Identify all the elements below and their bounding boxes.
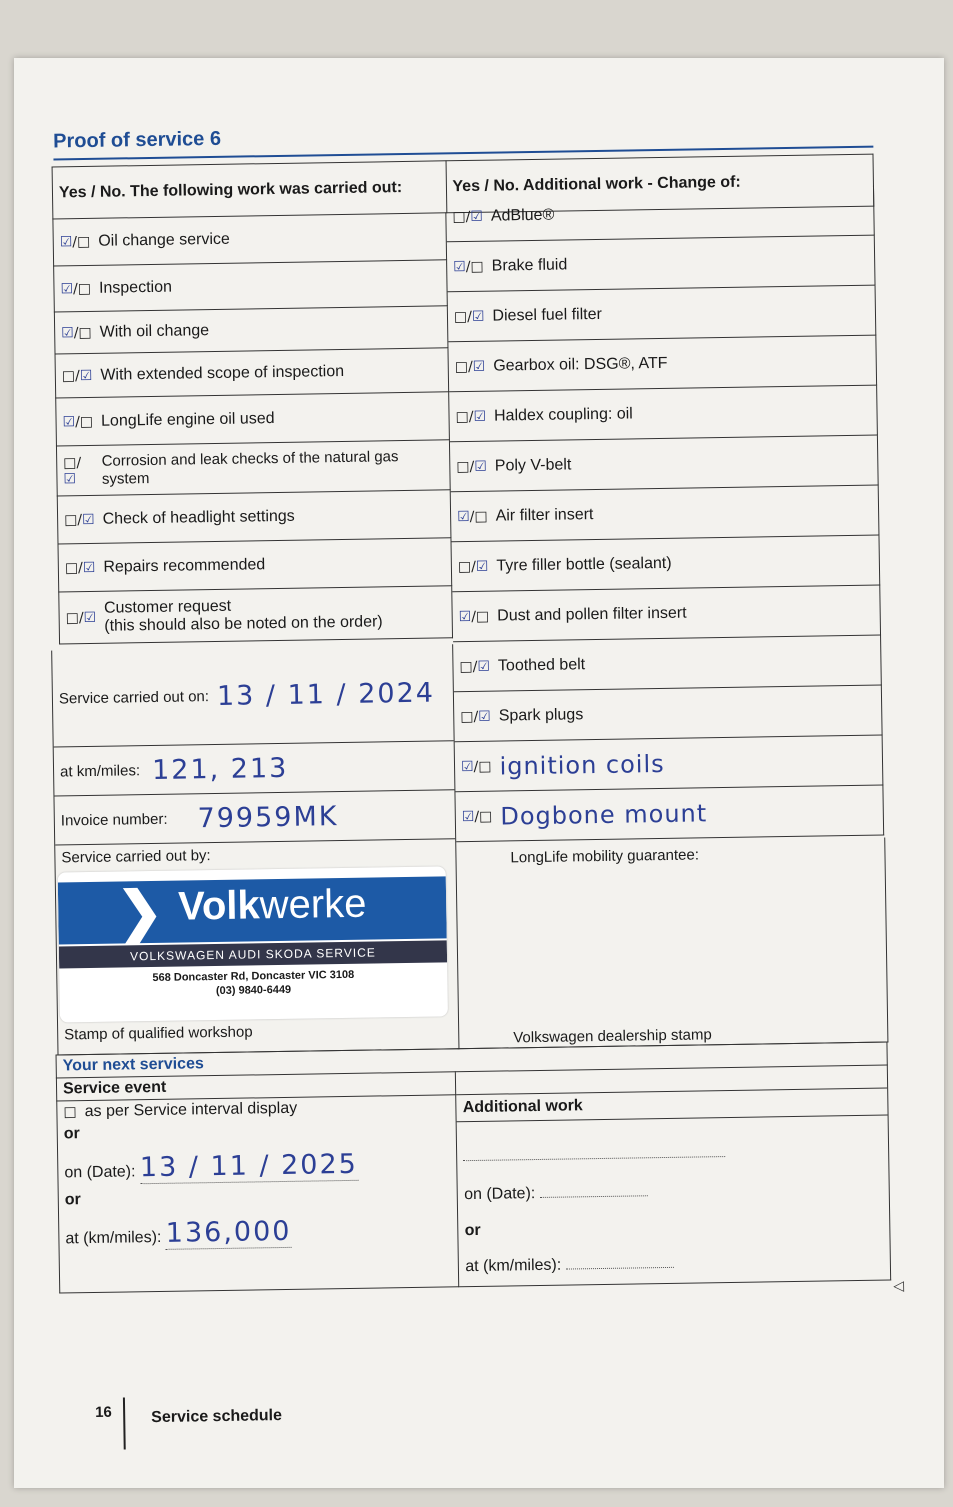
left-row: [52, 212, 447, 266]
checkbox-icon: □: [452, 208, 466, 225]
right-row: [451, 486, 880, 543]
yes-no-checkbox[interactable]: [461, 758, 492, 774]
checkmark-icon: ☑: [62, 413, 76, 430]
right-row: [448, 286, 877, 343]
left-label: With extended scope of inspection: [100, 362, 345, 384]
checkbox-icon: □: [77, 280, 92, 297]
yes-no-checkbox[interactable]: [462, 808, 493, 824]
right-label: Brake fluid: [491, 255, 568, 275]
checkbox-separator: /: [467, 358, 473, 375]
checkmark-icon: ☑: [471, 308, 485, 325]
additional-line: [457, 1115, 888, 1166]
right-row: [447, 236, 876, 293]
event-cell: [57, 1095, 459, 1293]
dotted-line: [566, 1255, 674, 1270]
left-label: Oil change service: [98, 230, 230, 250]
right-header: Yes / No. Additional work - Change of:: [446, 154, 874, 213]
or-2: or: [64, 1191, 81, 1209]
stamp-phone: (03) 9840-6449: [215, 983, 292, 998]
left-label-wrap: [104, 595, 383, 635]
add-date-label: on (Date):: [464, 1185, 536, 1204]
yes-no-checkbox[interactable]: [62, 367, 93, 383]
left-row: [58, 538, 453, 592]
next-date-row: [64, 1147, 451, 1185]
checkbox-icon: □: [63, 454, 77, 471]
checkbox-separator: /: [72, 280, 78, 297]
yes-no-checkbox[interactable]: [61, 324, 92, 340]
checkmark-icon: ☑: [60, 280, 74, 297]
page-title: Proof of service 6: [53, 127, 222, 153]
checkbox-icon[interactable]: □: [63, 1104, 77, 1121]
checkbox-separator: /: [465, 208, 471, 225]
carried-out-by-label: Service carried out by:: [61, 847, 211, 867]
footer-divider: [123, 1398, 126, 1450]
checkmark-icon: ☑: [61, 324, 74, 341]
yes-no-checkbox[interactable]: [460, 708, 491, 724]
checkmark-icon: ☑: [477, 658, 491, 675]
stamp-brand: [178, 882, 367, 930]
right-row: [452, 586, 881, 643]
yes-no-checkbox[interactable]: [458, 558, 489, 574]
right-row: [452, 536, 881, 593]
or-1: or: [63, 1125, 80, 1143]
checkbox-icon: □: [457, 558, 472, 575]
right-row: [455, 786, 884, 843]
or-3: or: [464, 1221, 481, 1240]
left-label-note: (this should also be noted on the order): [104, 612, 383, 635]
yes-no-checkbox[interactable]: [454, 308, 485, 324]
service-date-value: 13 / 11 / 2024: [216, 677, 436, 712]
checkmark-icon: ☑: [63, 470, 77, 487]
right-label: Dogbone mount: [500, 798, 708, 831]
checkbox-icon: □: [460, 708, 474, 725]
stamp-label: Stamp of qualified workshop: [64, 1023, 253, 1044]
left-label: With oil change: [99, 321, 210, 341]
right-label: Diesel fuel filter: [492, 305, 602, 325]
yes-no-checkbox[interactable]: [60, 280, 91, 296]
yes-no-checkbox[interactable]: [455, 358, 486, 374]
checkbox-separator: /: [467, 308, 473, 325]
checkbox-separator: /: [77, 559, 83, 576]
checkbox-icon: □: [76, 233, 91, 250]
page-number: 16: [95, 1403, 112, 1421]
invoice-value: 79959MK: [197, 800, 339, 834]
right-label: Air filter insert: [495, 505, 594, 525]
checkbox-separator: /: [465, 258, 471, 275]
checkbox-icon: □: [455, 408, 469, 425]
yes-no-checkbox[interactable]: [63, 454, 94, 486]
event-heading: Service event: [56, 1072, 456, 1101]
checkbox-separator: /: [474, 808, 480, 825]
checkbox-icon: □: [63, 511, 78, 528]
checkbox-icon: □: [478, 808, 493, 825]
dealer-block: [454, 837, 888, 1049]
checkbox-separator: /: [75, 413, 80, 430]
right-row: [455, 736, 884, 793]
right-label: Toothed belt: [497, 655, 586, 675]
right-row: [449, 386, 878, 443]
left-label: Repairs recommended: [103, 555, 266, 576]
yes-no-checkbox[interactable]: [457, 508, 488, 524]
yes-no-checkbox[interactable]: [456, 458, 487, 474]
yes-no-checkbox[interactable]: [453, 258, 484, 274]
checkbox-separator: /: [72, 233, 78, 250]
right-row: [450, 436, 879, 493]
left-row: [58, 586, 453, 644]
right-row: [454, 686, 883, 743]
yes-no-checkbox[interactable]: [65, 559, 96, 575]
checkbox-icon: □: [478, 758, 492, 775]
left-row: [55, 348, 450, 398]
add-km-label: at (km/miles):: [465, 1256, 562, 1276]
left-label: Inspection: [98, 278, 173, 297]
checkmark-icon: ☑: [82, 559, 96, 576]
yes-no-checkbox[interactable]: [459, 658, 490, 674]
dealer-stamp-label: Volkswagen dealership stamp: [513, 1026, 712, 1047]
carried-out-by-cell: [55, 839, 458, 1047]
next-km-label: at (km/miles):: [65, 1228, 162, 1248]
km-value: 121, 213: [151, 752, 289, 786]
stamp-brand-bold: Volk: [177, 883, 261, 929]
left-label: Check of headlight settings: [102, 507, 295, 528]
next-km-row: [65, 1213, 452, 1251]
checkbox-separator: /: [473, 708, 479, 725]
right-label: Gearbox oil: DSG®, ATF: [493, 354, 668, 375]
checkbox-separator: /: [471, 558, 476, 575]
right-label: AdBlue®: [490, 206, 555, 225]
checkbox-icon: □: [474, 508, 488, 525]
left-row: [54, 306, 449, 354]
checkmark-icon: ☑: [456, 508, 470, 525]
triangle-left-icon: ◁: [893, 1277, 905, 1294]
next-heading: Your next services: [56, 1042, 887, 1078]
checkmark-icon: ☑: [59, 233, 73, 250]
left-label: LongLife engine oil used: [100, 409, 275, 430]
mobility-label: LongLife mobility guarantee:: [510, 846, 700, 867]
right-label: Haldex coupling: oil: [493, 404, 633, 425]
stamp-address-block: [59, 966, 447, 1000]
checkmark-icon: ☑: [478, 708, 491, 725]
left-label: Corrosion and leak checks of the natural gas system: [101, 447, 399, 488]
yes-no-checkbox[interactable]: [452, 208, 483, 224]
yes-no-checkbox[interactable]: [66, 609, 97, 625]
next-km-value: 136,000: [165, 1215, 292, 1249]
checkbox-separator: /: [468, 408, 474, 425]
checkbox-separator: /: [471, 608, 477, 625]
chevron-logo-icon: ❯: [115, 879, 164, 944]
checkmark-icon: ☑: [453, 258, 466, 275]
right-label: Spark plugs: [498, 705, 584, 725]
service-info-block: [51, 644, 459, 1055]
service-date-label: Service carried out on:: [58, 687, 210, 707]
right-row: [453, 636, 882, 693]
right-label: Poly V-belt: [494, 455, 572, 475]
additional-heading: Additional work: [457, 1088, 888, 1122]
right-label: ignition coils: [499, 749, 665, 781]
invoice-label: Invoice number:: [60, 810, 168, 829]
checkbox-icon: □: [64, 559, 79, 576]
right-row: [446, 186, 875, 243]
additional-work-list: [446, 186, 884, 843]
checkmark-icon: ☑: [460, 758, 474, 775]
yes-no-checkbox[interactable]: [459, 608, 490, 624]
left-label: Customer request: [103, 597, 232, 617]
checkmark-icon: ☑: [81, 511, 95, 528]
checkmark-icon: ☑: [472, 358, 486, 375]
checkbox-separator: /: [473, 758, 479, 775]
checkbox-icon: □: [475, 608, 490, 625]
checkbox-icon: □: [470, 258, 484, 275]
left-row: [53, 260, 448, 312]
right-label: Dust and pollen filter insert: [497, 604, 687, 625]
checkmark-icon: ☑: [470, 208, 484, 225]
checkmark-icon: ☑: [473, 408, 487, 425]
dotted-line: [540, 1183, 648, 1198]
checkbox-separator: /: [73, 324, 79, 341]
checkbox-separator: /: [76, 454, 82, 471]
next-date-value: 13 / 11 / 2025: [139, 1148, 359, 1184]
checkbox-icon: □: [453, 308, 468, 325]
checkbox-icon: □: [459, 658, 473, 675]
workshop-stamp: [58, 866, 448, 1022]
checkbox-icon: □: [78, 324, 92, 341]
checkbox-icon: □: [65, 609, 80, 626]
left-row: [56, 440, 451, 496]
checkbox-icon: □: [79, 413, 94, 430]
checkmark-icon: ☑: [475, 558, 489, 575]
right-label: Tyre filler bottle (sealant): [496, 554, 672, 575]
right-row: [448, 336, 877, 393]
checkbox-icon: □: [456, 458, 470, 475]
work-carried-out-list: [52, 212, 453, 644]
invoice-row: [54, 790, 455, 845]
yes-no-checkbox[interactable]: [60, 233, 91, 249]
interval-row: [63, 1097, 450, 1121]
checkbox-separator: /: [74, 367, 80, 384]
checkbox-separator: /: [472, 658, 478, 675]
checkbox-separator: /: [78, 609, 84, 626]
yes-no-checkbox[interactable]: [455, 408, 486, 424]
service-date-row: [52, 644, 453, 747]
km-label: at km/miles:: [59, 761, 141, 780]
left-row: [55, 392, 450, 446]
stamp-brand-light: werke: [259, 881, 367, 928]
checkbox-separator: /: [469, 508, 475, 525]
next-services-table: [56, 1041, 892, 1293]
next-date-label: on (Date):: [64, 1163, 136, 1182]
checkmark-icon: ☑: [461, 808, 475, 825]
checkmark-icon: ☑: [83, 609, 97, 626]
left-row: [57, 490, 452, 544]
footer-section: Service schedule: [151, 1407, 283, 1427]
checkbox-icon: □: [61, 367, 76, 384]
stamp-address: 568 Doncaster Rd, Doncaster VIC 3108: [152, 968, 355, 985]
add-km-row: [459, 1233, 890, 1286]
checkmark-icon: ☑: [458, 608, 472, 625]
interval-label: as per Service interval display: [84, 1099, 298, 1121]
checkmark-icon: ☑: [474, 458, 487, 475]
yes-no-checkbox[interactable]: [62, 413, 93, 429]
stamp-bar: VOLKSWAGEN AUDI SKODA SERVICE: [59, 940, 447, 968]
left-header: Yes / No. The following work was carried out:: [52, 161, 446, 219]
additional-cell: [456, 1088, 891, 1287]
dotted-line: [463, 1144, 725, 1161]
km-row: [54, 741, 455, 796]
checkbox-separator: /: [469, 458, 475, 475]
checkmark-icon: ☑: [79, 367, 93, 384]
checkbox-icon: □: [454, 358, 469, 375]
checkbox-separator: /: [77, 511, 83, 528]
yes-no-checkbox[interactable]: [64, 511, 95, 527]
